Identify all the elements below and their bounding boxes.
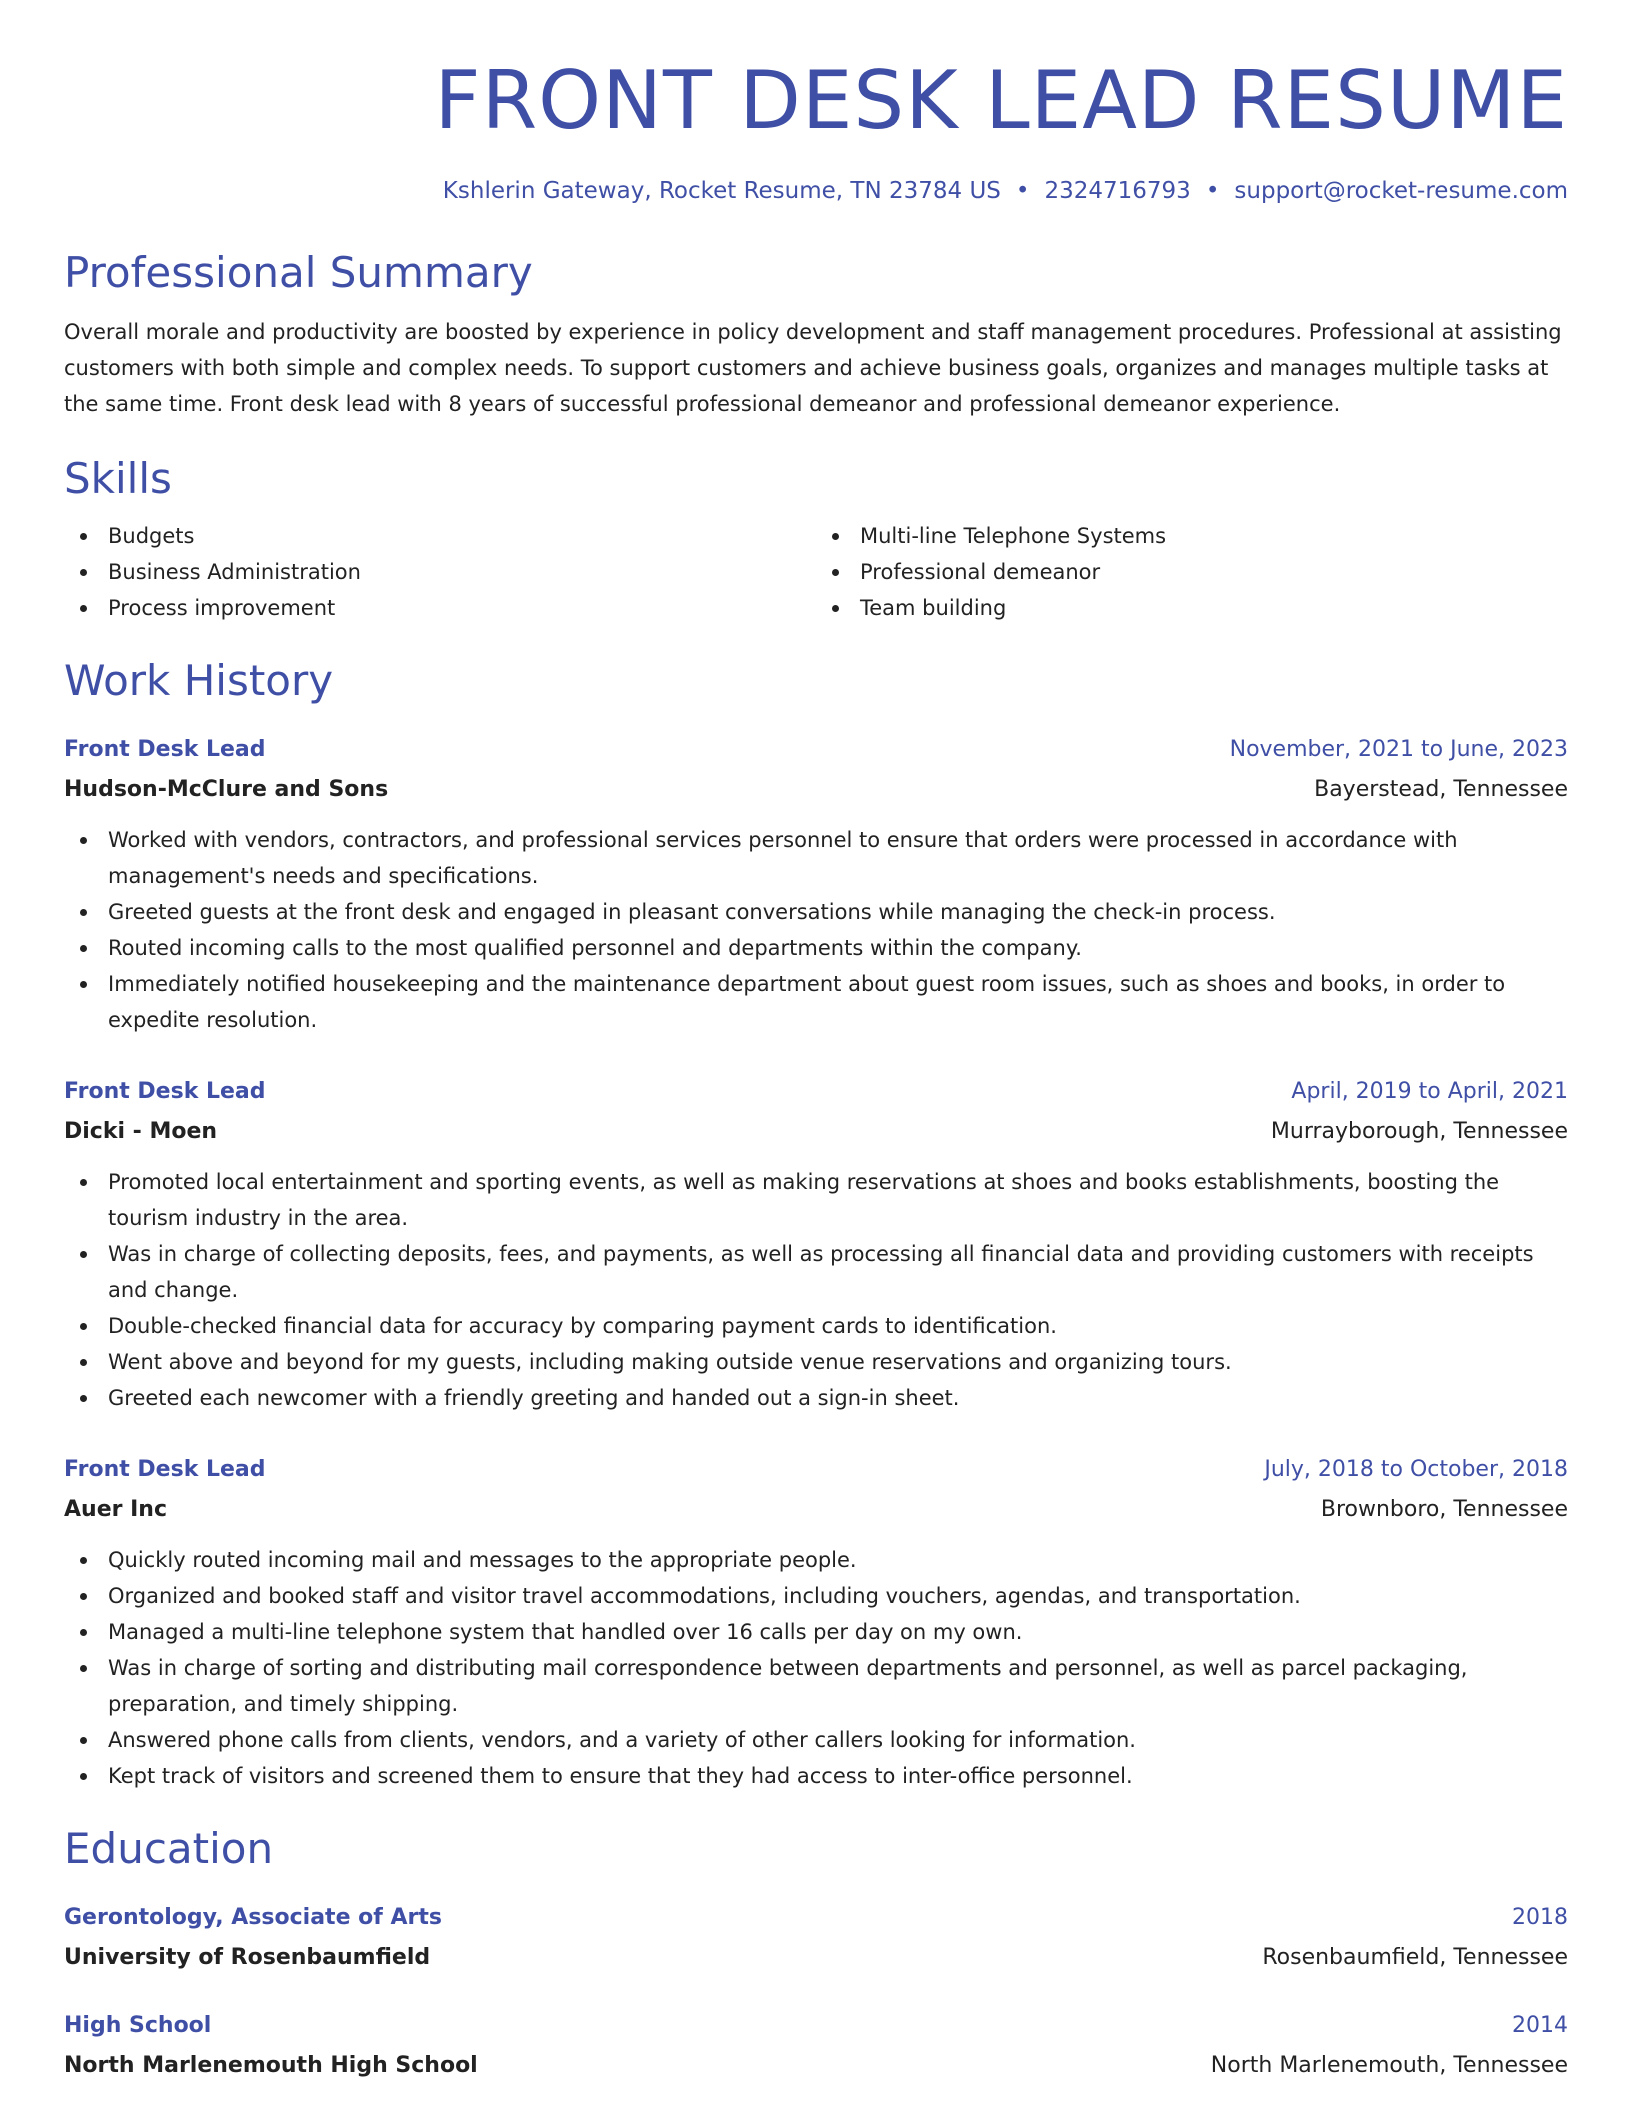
education-degree: Gerontology, Associate of Arts bbox=[64, 1905, 442, 1930]
job-header-row bbox=[64, 1452, 1568, 1488]
skills-columns bbox=[64, 518, 1568, 626]
education-school: North Marlenemouth High School bbox=[64, 2053, 478, 2078]
contact-separator: • bbox=[1015, 178, 1030, 204]
job-bullet: Routed incoming calls to the most qualified personnel and departments within the company. bbox=[64, 930, 1568, 966]
summary-section bbox=[64, 248, 1568, 422]
job-bullet: Kept track of visitors and screened them to ensure that they had access to inter-office personnel. bbox=[64, 1758, 1568, 1794]
job-company: Dicki - Moen bbox=[64, 1119, 218, 1144]
job-bullet: Greeted each newcomer with a friendly greeting and handed out a sign-in sheet. bbox=[64, 1380, 1568, 1416]
skill-item: Multi-line Telephone Systems bbox=[816, 518, 1568, 554]
job-role: Front Desk Lead bbox=[64, 737, 266, 762]
skills-section bbox=[64, 454, 1568, 626]
contact-separator: • bbox=[1205, 178, 1220, 204]
job-bullet: Double-checked financial data for accuracy by comparing payment cards to identification. bbox=[64, 1308, 1568, 1344]
job-bullet: Worked with vendors, contractors, and professional services personnel to ensure that orders were processed in accordance with management's needs and specifications. bbox=[64, 822, 1568, 894]
job-location: Murrayborough, Tennessee bbox=[1270, 1119, 1568, 1144]
contact-phone: 2324716793 bbox=[1044, 178, 1191, 204]
job-bullet: Quickly routed incoming mail and messages to the appropriate people. bbox=[64, 1542, 1568, 1578]
job-bullets bbox=[64, 1164, 1568, 1416]
education-location: Rosenbaumfield, Tennessee bbox=[1262, 1945, 1568, 1970]
job-bullet: Went above and beyond for my guests, including making outside venue reservations and organizing tours. bbox=[64, 1344, 1568, 1380]
skill-item: Professional demeanor bbox=[816, 554, 1568, 590]
job-bullets bbox=[64, 1542, 1568, 1794]
job-bullet: Promoted local entertainment and sporting events, as well as making reservations at shoes and books establishments, boosting the tourism industry in the area. bbox=[64, 1164, 1568, 1236]
resume-title: FRONT DESK LEAD RESUME bbox=[434, 54, 1568, 147]
job-location: Bayerstead, Tennessee bbox=[1314, 777, 1568, 802]
job-bullet: Immediately notified housekeeping and the maintenance department about guest room issues, such as shoes and books, in order to expedite resolution. bbox=[64, 966, 1568, 1038]
job-location: Brownboro, Tennessee bbox=[1320, 1497, 1568, 1522]
job-role: Front Desk Lead bbox=[64, 1079, 266, 1104]
job-company: Hudson-McClure and Sons bbox=[64, 777, 389, 802]
job-company-row bbox=[64, 1110, 1568, 1150]
contact-address: Kshlerin Gateway, Rocket Resume, TN 23784 US bbox=[442, 178, 1001, 204]
job-entry bbox=[64, 732, 1568, 1038]
skills-list-left bbox=[64, 518, 816, 626]
skill-item: Business Administration bbox=[64, 554, 816, 590]
summary-text: Overall morale and productivity are boosted by experience in policy development and staff management procedures. Professional at assisting customers with both simple and complex needs. To support customers and achieve business goals, organizes and manages multiple tasks at the same time. Front desk lead with 8 years of successful professional demeanor and professional demeanor experience. bbox=[64, 320, 1562, 416]
job-bullet: Greeted guests at the front desk and engaged in pleasant conversations while managing the check-in process. bbox=[64, 894, 1568, 930]
job-company: Auer Inc bbox=[64, 1497, 168, 1522]
education-school-row bbox=[64, 2044, 1568, 2084]
skills-list-right bbox=[816, 518, 1568, 626]
job-role: Front Desk Lead bbox=[64, 1457, 266, 1482]
job-entry bbox=[64, 1074, 1568, 1416]
education-header-row bbox=[64, 2008, 1568, 2044]
education-entry bbox=[64, 2008, 1568, 2084]
job-bullets bbox=[64, 822, 1568, 1038]
skill-item: Budgets bbox=[64, 518, 816, 554]
job-dates: July, 2018 to October, 2018 bbox=[1264, 1457, 1568, 1482]
education-location: North Marlenemouth, Tennessee bbox=[1210, 2053, 1568, 2078]
skill-item: Team building bbox=[816, 590, 1568, 626]
education-section bbox=[64, 1824, 1568, 2084]
work-history-section bbox=[64, 656, 1568, 1794]
job-bullet: Organized and booked staff and visitor travel accommodations, including vouchers, agendas, and transportation. bbox=[64, 1578, 1568, 1614]
job-bullet: Was in charge of sorting and distributing mail correspondence between departments and personnel, as well as parcel packaging, preparation, and timely shipping. bbox=[64, 1650, 1568, 1722]
job-dates: April, 2019 to April, 2021 bbox=[1291, 1079, 1568, 1104]
education-entry bbox=[64, 1900, 1568, 1976]
education-year: 2014 bbox=[1512, 2013, 1568, 2038]
job-company-row bbox=[64, 1488, 1568, 1528]
job-dates: November, 2021 to June, 2023 bbox=[1229, 737, 1568, 762]
skill-item: Process improvement bbox=[64, 590, 816, 626]
job-header-row bbox=[64, 732, 1568, 768]
summary-heading: Professional Summary bbox=[64, 248, 533, 297]
education-header-row bbox=[64, 1900, 1568, 1936]
skills-heading: Skills bbox=[64, 454, 172, 503]
work-history-heading: Work History bbox=[64, 656, 334, 705]
education-school-row bbox=[64, 1936, 1568, 1976]
education-year: 2018 bbox=[1512, 1905, 1568, 1930]
job-bullet: Was in charge of collecting deposits, fees, and payments, as well as processing all financial data and providing customers with receipts and change. bbox=[64, 1236, 1568, 1308]
job-header-row bbox=[64, 1074, 1568, 1110]
job-bullet: Answered phone calls from clients, vendors, and a variety of other callers looking for information. bbox=[64, 1722, 1568, 1758]
contact-line bbox=[64, 176, 1568, 206]
job-bullet: Managed a multi-line telephone system that handled over 16 calls per day on my own. bbox=[64, 1614, 1568, 1650]
job-entry bbox=[64, 1452, 1568, 1794]
contact-email: support@rocket-resume.com bbox=[1234, 178, 1568, 204]
job-company-row bbox=[64, 768, 1568, 808]
education-degree: High School bbox=[64, 2013, 212, 2038]
education-school: University of Rosenbaumfield bbox=[64, 1945, 431, 1970]
education-heading: Education bbox=[64, 1824, 274, 1873]
